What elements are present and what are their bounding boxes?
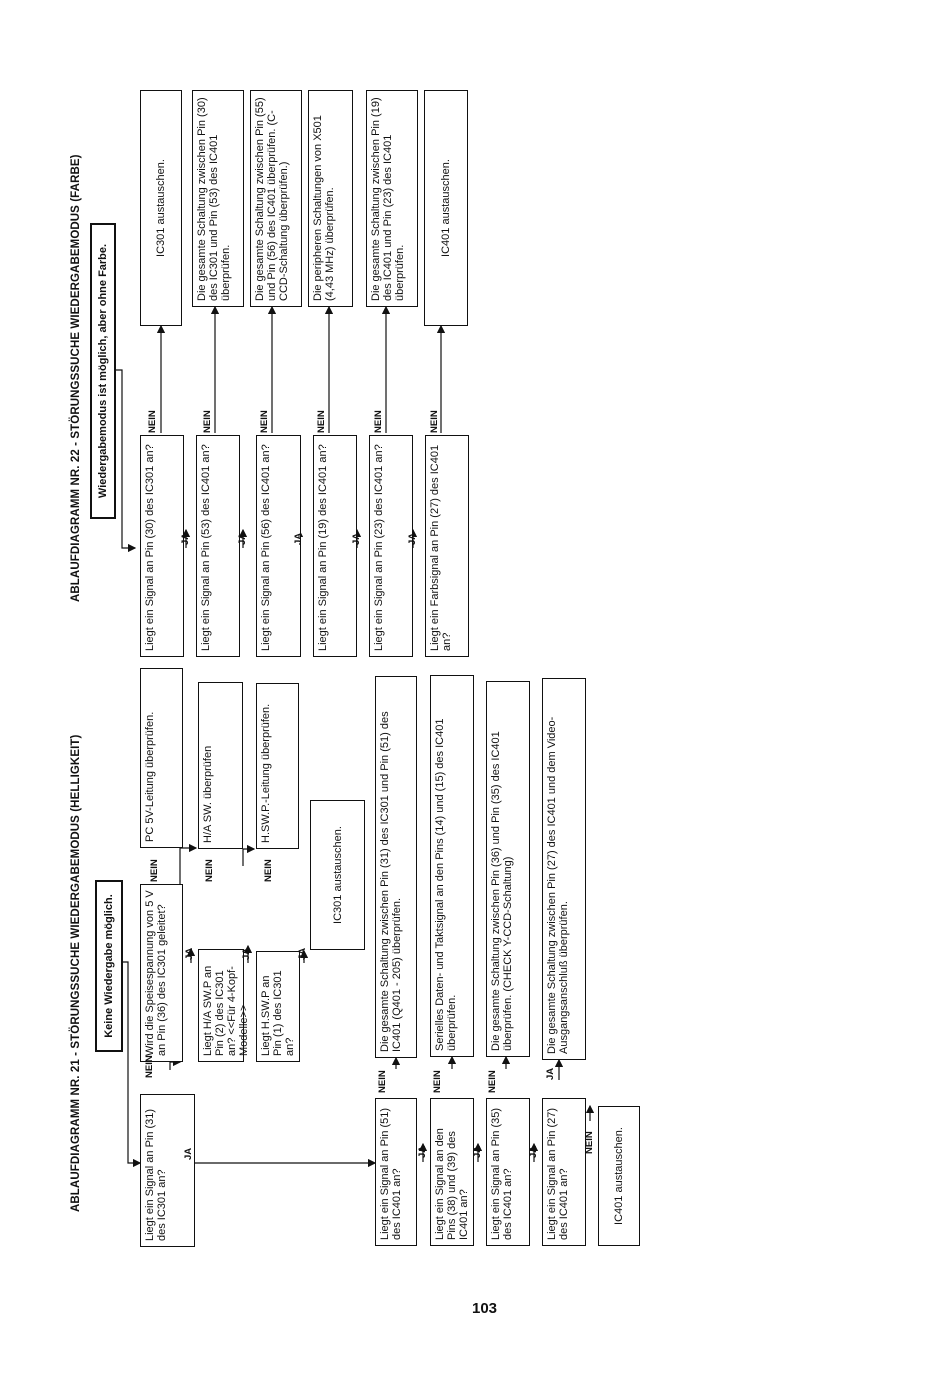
d21-label-ja: JA [417,1145,428,1158]
d21-answer-pin1: H.SW.P.-Leitung überprüfen. [256,683,299,849]
d21-question-5v: Wird die Speisespannung von 5 V an Pin (36) des IC301 geleitet? [140,884,183,1062]
d22-label-ja: JA [180,532,191,545]
d21-label-ja: JA [241,947,252,960]
d21-question-pin35: Liegt ein Signal an Pin (35) des IC401 an? [486,1098,530,1246]
d22-question-pin27: Liegt ein Farbsignal an Pin (27) des IC401 an? [425,435,469,657]
d21-label-ja: JA [184,947,195,960]
d22-answer-pin30: IC301 austauschen. [140,90,182,326]
d21-label-ja: JA [545,1067,556,1080]
d21-label-nein: NEIN [263,859,274,882]
d21-answer-ic401: IC401 austauschen. [598,1106,640,1246]
d21-label-nein: NEIN [204,859,215,882]
d22-label-nein: NEIN [373,410,384,433]
d21-label-nein: NEIN [584,1131,595,1154]
d21-label-ja: JA [183,1147,194,1160]
d22-label-ja: JA [293,532,304,545]
d21-label-nein: NEIN [487,1070,498,1093]
page-number: 103 [472,1300,498,1317]
d22-question-pin56: Liegt ein Signal an Pin (56) des IC401 an? [256,435,301,657]
d22-answer-pin27: IC401 austauschen. [424,90,468,326]
d22-label-nein: NEIN [259,410,270,433]
d21-question-pin27: Liegt ein Signal an Pin (27) des IC401 an? [542,1098,586,1246]
d21-label-nein: NEIN [432,1070,443,1093]
d22-label-nein: NEIN [202,410,213,433]
d22-answer-pin53: Die gesamte Schaltung zwischen Pin (30) des IC301 und Pin (53) des IC401 überprüfen. [192,90,244,307]
d22-question-pin23: Liegt ein Signal an Pin (23) des IC401 an? [369,435,413,657]
d21-label-ja: JA [528,1145,539,1158]
d21-label-nein: NEIN [144,1055,155,1078]
d21-start-box: Keine Wiedergabe möglich. [95,880,123,1052]
d21-answer-pin27: Die gesamte Schaltung zwischen Pin (27) des IC401 und dem Video-Ausgangsanschluß überprüfen. [542,678,586,1060]
d22-label-ja: JA [351,532,362,545]
d21-answer-ic301: IC301 austauschen. [310,800,365,950]
d22-label-ja: JA [407,532,418,545]
d22-start-box: Wiedergabemodus ist möglich, aber ohne Farbe. [90,223,116,519]
d22-question-pin30: Liegt ein Signal an Pin (30) des IC301 an? [140,435,184,657]
d21-answer-pin51: Die gesamte Schaltung zwischen Pin (31) des IC301 und Pin (51) des IC401 (Q401 - 205) überprüfen. [375,676,417,1058]
diagram-22-title: ABLAUFDIAGRAMM NR. 22 - STÖRUNGSSUCHE WIEDERGABEMODUS (FARBE) [70,154,82,602]
d21-question-pins3839: Liegt ein Signal an den Pins (38) und (39) des IC401 an? [430,1098,474,1246]
diagram-21-title: ABLAUFDIAGRAMM NR. 21 - STÖRUNGSSUCHE WIEDERGABEMODUS (HELLIGKEIT) [70,734,82,1212]
d21-answer-pin2: H/A SW. überprüfen [198,682,243,849]
d21-question-pin1: Liegt H.SW.P an Pin (1) des IC301 an? [256,951,300,1062]
d21-answer-5v: PC 5V-Leitung überprüfen. [140,668,183,848]
d22-label-nein: NEIN [316,410,327,433]
d21-label-ja: JA [297,947,308,960]
d22-answer-pin23: Die gesamte Schaltung zwischen Pin (19) des IC401 und Pin (23) des IC401 überprüfen. [366,90,418,307]
d21-question-pin2: Liegt H/A SW.P an Pin (2) des IC301 an? <<Für 4-Kopf-Modelle>> [198,949,244,1062]
d21-label-ja: JA [472,1145,483,1158]
d21-answer-pins3839: Serielles Daten- und Taktsignal an den Pins (14) und (15) des IC401 überprüfen. [430,675,474,1057]
d22-question-pin19: Liegt ein Signal an Pin (19) des IC401 an? [313,435,357,657]
d21-question-pin31: Liegt ein Signal an Pin (31) des IC301 an? [140,1094,195,1247]
d22-label-nein: NEIN [429,410,440,433]
d21-label-nein: NEIN [149,859,160,882]
d22-answer-pin19: Die peripheren Schaltungen von X501 (4,43 MHz) überprüfen. [308,90,353,307]
d21-question-pin51: Liegt ein Signal an Pin (51) des IC401 an? [375,1098,417,1246]
d22-answer-pin56: Die gesamte Schaltung zwischen Pin (55) und Pin (56) des IC401 überprüfen. (C-CCD-Schaltung überprüfen.) [250,90,302,307]
d22-question-pin53: Liegt ein Signal an Pin (53) des IC401 an? [196,435,240,657]
d21-label-nein: NEIN [377,1070,388,1093]
d22-label-ja: JA [237,532,248,545]
d21-answer-pin35: Die gesamte Schaltung zwischen Pin (36) und Pin (35) des IC401 überprüfen. (CHECK Y-CCD-Schaltung) [486,681,530,1057]
d22-label-nein: NEIN [147,410,158,433]
